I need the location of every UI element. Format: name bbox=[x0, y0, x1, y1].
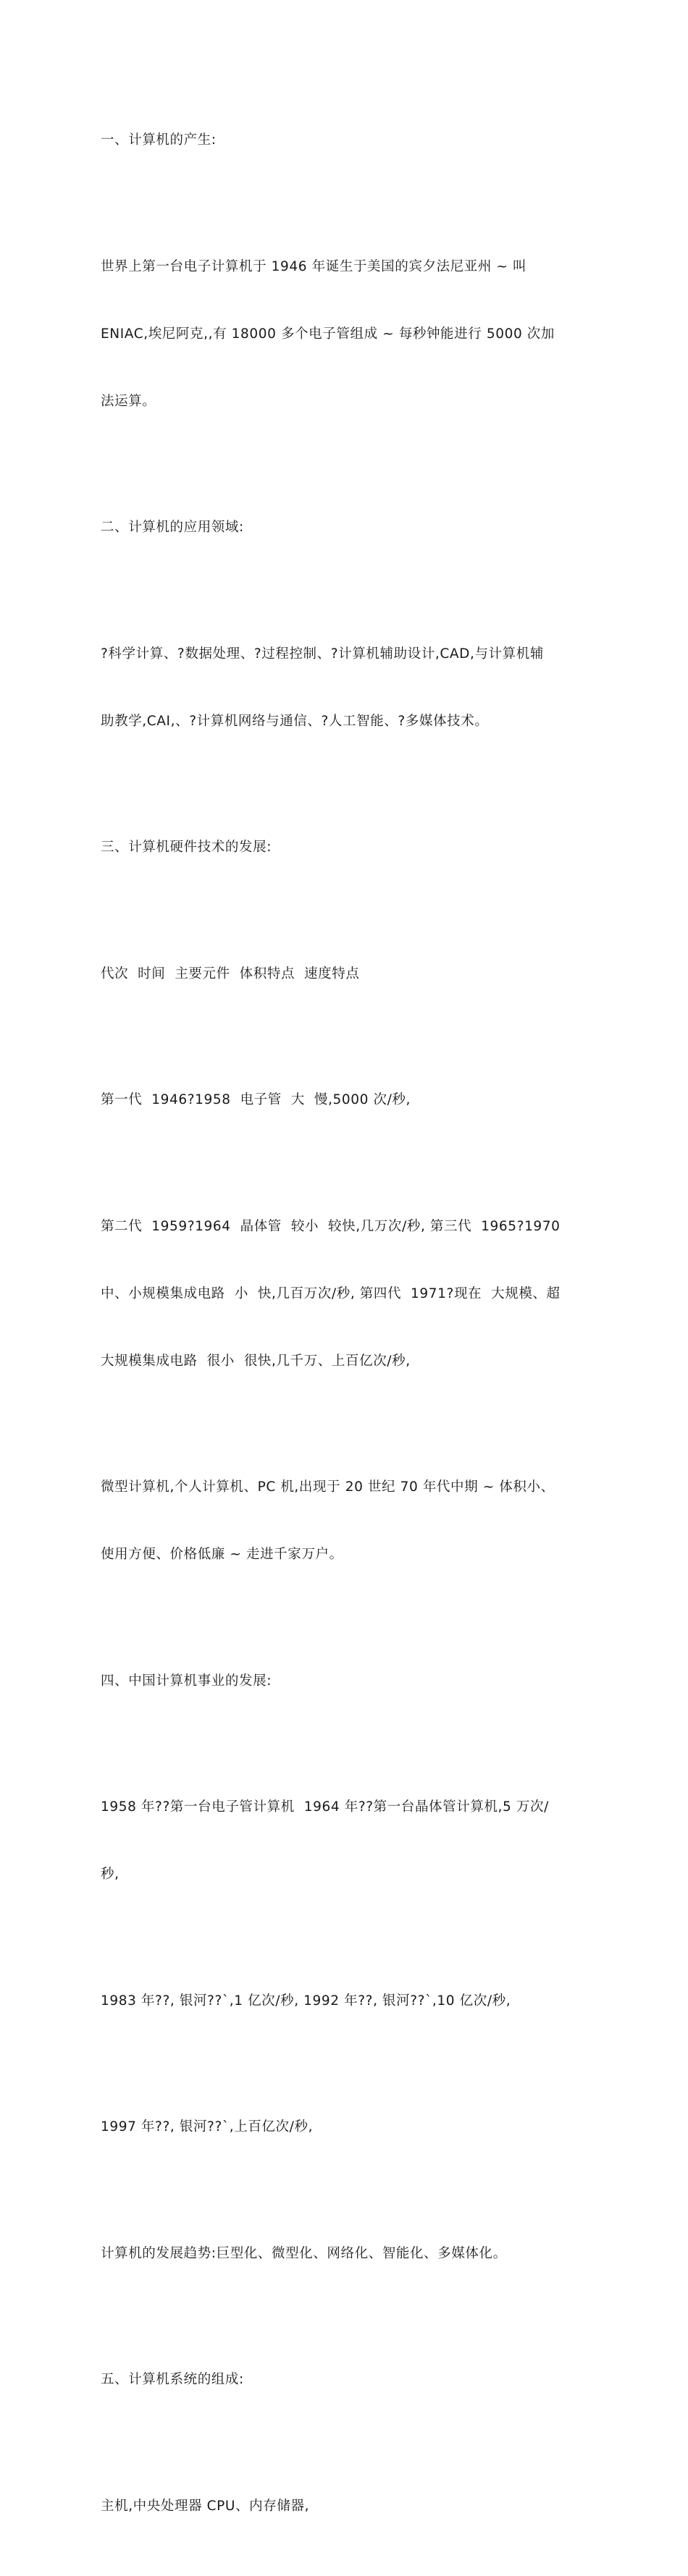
paragraph-eniac bbox=[101, 211, 593, 457]
text-line: 秒, bbox=[101, 1867, 119, 1882]
generation-table-header bbox=[101, 918, 593, 1030]
text-line: 第二代 1959?1964 晶体管 较小 较快,几万次/秒, 第三代 1965?1970 bbox=[101, 1218, 561, 1234]
generation-row-1 bbox=[101, 1044, 593, 1156]
paragraph-china-1958 bbox=[101, 1751, 593, 1930]
heading-1 bbox=[101, 84, 593, 196]
heading-2 bbox=[101, 471, 593, 583]
text-line: 四、中国计算机事业的发展: bbox=[101, 1673, 272, 1689]
paragraph-trends bbox=[101, 2197, 593, 2310]
text-line: 五、计算机系统的组成: bbox=[101, 2372, 244, 2387]
text-line: 1958 年??第一台电子管计算机 1964 年??第一台晶体管计算机,5 万次/ bbox=[101, 1799, 549, 1815]
text-line: ENIAC,埃尼阿克,,有 18000 多个电子管组成 ~ 每秒钟能进行 5000 次加 bbox=[101, 326, 555, 342]
text-line: ?科学计算、?数据处理、?过程控制、?计算机辅助设计,CAD,与计算机辅 bbox=[101, 646, 544, 662]
text-line: 1983 年??, 银河??`,1 亿次/秒, 1992 年??, 银河??`,10 亿次/秒, bbox=[101, 1993, 511, 2009]
text-line: 第一代 1946?1958 电子管 大 慢,5000 次/秒, bbox=[101, 1092, 411, 1107]
paragraph-host bbox=[101, 2450, 593, 2562]
document-body bbox=[101, 84, 593, 2576]
heading-5 bbox=[101, 2323, 593, 2436]
text-line: 法运算。 bbox=[101, 393, 156, 409]
paragraph-china-1997 bbox=[101, 2071, 593, 2183]
text-line: 代次 时间 主要元件 体积特点 速度特点 bbox=[101, 966, 360, 981]
text-line: 1997 年??, 银河??`,上百亿次/秒, bbox=[101, 2119, 314, 2134]
heading-4 bbox=[101, 1625, 593, 1737]
text-line: 微型计算机,个人计算机、PC 机,出现于 20 世纪 70 年代中期 ~ 体积小、 bbox=[101, 1479, 555, 1495]
text-line: 主机,中央处理器 CPU、内存储器, bbox=[101, 2498, 310, 2514]
heading-3 bbox=[101, 791, 593, 903]
text-line: 大规模集成电路 很小 很快,几千万、上百亿次/秒, bbox=[101, 1353, 411, 1369]
text-line: 使用方便、价格低廉 ~ 走进千家万户。 bbox=[101, 1547, 343, 1562]
text-line: 三、计算机硬件技术的发展: bbox=[101, 840, 272, 855]
paragraph-microcomputer bbox=[101, 1431, 593, 1610]
text-line: 计算机的发展趋势:巨型化、微型化、网络化、智能化、多媒体化。 bbox=[101, 2245, 507, 2261]
text-line: 一、计算机的产生: bbox=[101, 132, 217, 148]
generation-rows-2-4 bbox=[101, 1170, 593, 1417]
paragraph-china-1983 bbox=[101, 1945, 593, 2057]
paragraph-applications bbox=[101, 598, 593, 777]
text-line: 助教学,CAI,、?计算机网络与通信、?人工智能、?多媒体技术。 bbox=[101, 713, 489, 729]
text-line: 中、小规模集成电路 小 快,几百万次/秒, 第四代 1971?现在 大规模、超 bbox=[101, 1285, 561, 1301]
text-line: 世界上第一台电子计算机于 1946 年诞生于美国的宾夕法尼亚州 ~ 叫 bbox=[101, 258, 527, 274]
text-line: 二、计算机的应用领域: bbox=[101, 520, 244, 535]
